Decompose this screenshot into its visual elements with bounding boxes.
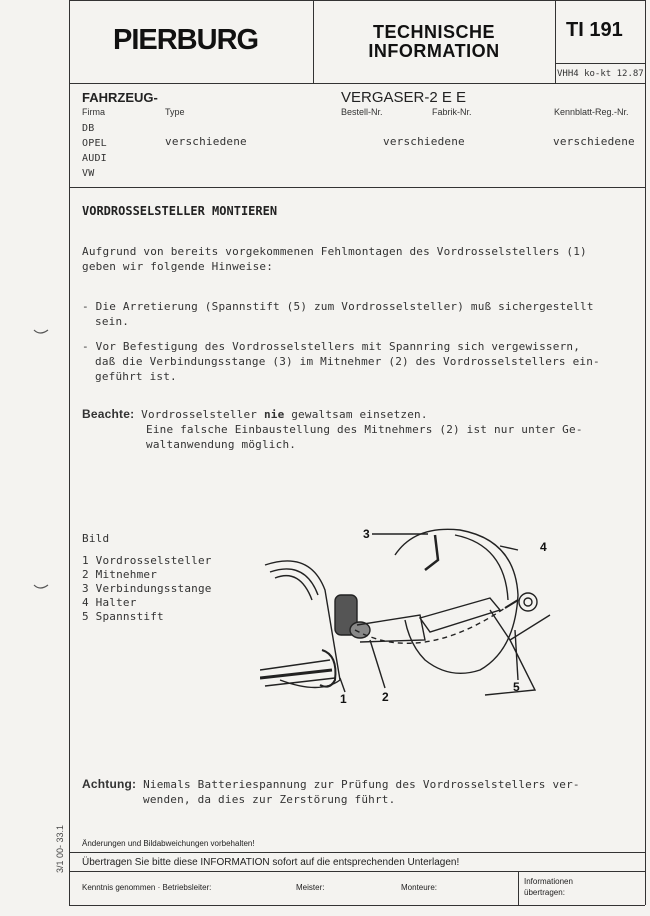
doc-number: TI 191 bbox=[566, 19, 623, 41]
ref-divider bbox=[555, 63, 645, 64]
transfer-note: Übertragen Sie bitte diese INFORMATION sofort auf die entsprechenden Unterlagen! bbox=[82, 857, 460, 868]
note-text: gewaltsam einsetzen. bbox=[291, 408, 428, 421]
callout-2: 2 bbox=[382, 690, 389, 704]
header-col-divider-2 bbox=[555, 0, 556, 83]
doc-type-line1: TECHNISCHE bbox=[372, 22, 495, 42]
info-line: übertragen: bbox=[524, 888, 565, 897]
warning-block bbox=[82, 777, 580, 807]
doc-type-title bbox=[314, 23, 554, 61]
section-heading: VORDROSSELSTELLER MONTIEREN bbox=[82, 204, 278, 218]
legend-item: 2 Mitnehmer bbox=[82, 568, 158, 581]
intro-line: Aufgrund von bereits vorgekommenen Fehlmontagen des Vordrosselstellers (1) bbox=[82, 245, 587, 258]
note-block bbox=[82, 407, 583, 452]
legend-item: 3 Verbindungsstange bbox=[82, 582, 212, 595]
bestell-label: Bestell-Nr. bbox=[341, 107, 383, 117]
bullet-line: - Vor Befestigung des Vordrosselstellers mit Spannring sich vergewissern, bbox=[82, 340, 581, 353]
bullet-line: daß die Verbindungsstange (3) im Mitnehmer (2) des Vordrosselstellers ein- bbox=[95, 355, 600, 368]
ack-label: Kenntnis genommen · Betriebsleiter: bbox=[82, 883, 212, 892]
figure-legend bbox=[82, 532, 212, 624]
leader-1 bbox=[340, 678, 345, 692]
warning-text: wenden, da dies zur Zerstörung führt. bbox=[143, 793, 396, 806]
firma-label: Firma bbox=[82, 107, 105, 117]
note-line: Eine falsche Einbaustellung des Mitnehmers (2) ist nur unter Ge- bbox=[146, 423, 583, 436]
bullet-line: sein. bbox=[95, 315, 130, 328]
bullet-line: geführt ist. bbox=[95, 370, 177, 383]
make-item: DB bbox=[82, 123, 95, 134]
product-title: VERGASER-2 E E bbox=[341, 89, 467, 106]
legend-item: 5 Spannstift bbox=[82, 610, 164, 623]
make-item: VW bbox=[82, 168, 95, 179]
bottom-border bbox=[69, 905, 645, 906]
vehicle-label: FAHRZEUG- bbox=[82, 90, 158, 105]
meister-label: Meister: bbox=[296, 883, 325, 892]
callout-5: 5 bbox=[513, 680, 520, 694]
brand-logo: PIERBURG bbox=[113, 24, 259, 56]
monteure-label: Monteure: bbox=[401, 883, 438, 892]
side-code: 3/1 00- 33.1 bbox=[55, 824, 65, 873]
type-label: Type bbox=[165, 107, 185, 117]
note-emphasis: nie bbox=[263, 408, 285, 421]
note-line: waltanwendung möglich. bbox=[146, 438, 297, 451]
figure-caption: Bild bbox=[82, 532, 110, 545]
bullet-line: - Die Arretierung (Spannstift (5) zum Vordrosselsteller) muß sichergestellt bbox=[82, 300, 594, 313]
vehicle-divider bbox=[69, 187, 645, 188]
bestell-value: verschiedene bbox=[383, 135, 465, 148]
warning-text: Niemals Batteriespannung zur Prüfung des Vordrosselstellers ver- bbox=[143, 778, 580, 791]
legend-item: 1 Vordrosselsteller bbox=[82, 554, 212, 567]
technical-drawing bbox=[260, 520, 560, 725]
punch-marks bbox=[32, 320, 52, 620]
callout-3: 3 bbox=[363, 527, 370, 541]
bullet-1 bbox=[82, 299, 594, 329]
detail-circle bbox=[395, 529, 518, 673]
intro-paragraph bbox=[82, 244, 587, 274]
bullet-2 bbox=[82, 339, 600, 384]
callout-4: 4 bbox=[540, 540, 547, 554]
footer-divider-2 bbox=[69, 871, 645, 872]
changes-note: Änderungen und Bildabweichungen vorbehalten! bbox=[82, 839, 255, 848]
info-line: Informationen bbox=[524, 877, 573, 886]
leader-2 bbox=[370, 640, 385, 688]
header-divider bbox=[69, 83, 645, 84]
leader-4 bbox=[500, 546, 518, 550]
kennblatt-value: verschiedene bbox=[553, 135, 635, 148]
note-text: Vordrosselsteller bbox=[141, 408, 258, 421]
intro-line: geben wir folgende Hinweise: bbox=[82, 260, 274, 273]
kennblatt-label: Kennblatt-Reg.-Nr. bbox=[554, 107, 629, 117]
note-label: Beachte: bbox=[82, 407, 135, 421]
footer-col-divider bbox=[518, 871, 519, 905]
ref-code: VHH4 ko-kt 12.87 bbox=[557, 69, 644, 79]
doc-type-line2: INFORMATION bbox=[368, 41, 500, 61]
housing-outline bbox=[265, 561, 340, 688]
info-transfer-label bbox=[524, 876, 573, 898]
warning-label: Achtung: bbox=[82, 777, 137, 791]
top-border bbox=[69, 0, 645, 1]
fabrik-label: Fabrik-Nr. bbox=[432, 107, 472, 117]
make-item: AUDI bbox=[82, 153, 107, 164]
vehicle-makes-list bbox=[82, 121, 107, 181]
legend-item: 4 Halter bbox=[82, 596, 137, 609]
make-item: OPEL bbox=[82, 138, 107, 149]
type-value: verschiedene bbox=[165, 135, 247, 148]
footer-divider-1 bbox=[69, 852, 645, 853]
callout-1: 1 bbox=[340, 692, 347, 706]
